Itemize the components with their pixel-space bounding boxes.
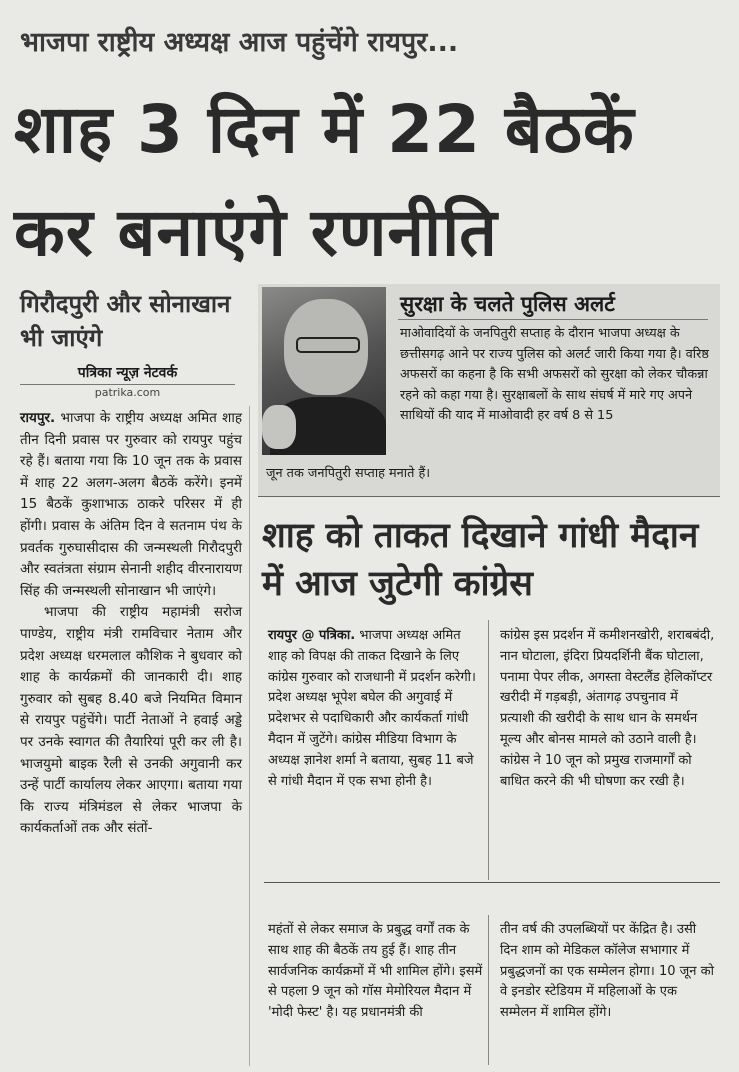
left-article-p1-text: भाजपा के राष्ट्रीय अध्यक्ष अमित शाह तीन दिनी प्रवास पर गुरुवार को रायपुर पहुंच रहे हैं। बताया गया कि 10 जून तक के प्रवास में शाह 22 अलग-अलग बैठकें करेंगे। इनमें 15 बैठकें कुशाभाऊ ठाकरे परिसर में ही होंगी। प्रवास के अंतिम दिन वे सतनाम पंथ के प्रवर्तक गुरुघासीदास की जन्मस्थली गिरौदपुरी और स्वतंत्रता संग्राम सेनानी शहीद वीरनारायण सिंह की जन्मस्थली सोनाखान भी जाएंगे। <box>20 410 242 599</box>
congress-col-1-text: भाजपा अध्यक्ष अमित शाह को विपक्ष की ताकत दिखाने के लिए कांग्रेस गुरुवार को राजधानी में प्रदर्शन करेगी। प्रदेश अध्यक्ष भूपेश बघेल की अगुवाई में प्रदेशभर से पदाधिकारी और कार्यकर्ता गांधी मैदान में जुटेंगे। कांग्रेस मीडिया विभाग के अध्यक्ष ज्ञानेश शर्मा ने बताया, सुबह 11 बजे से गांधी मैदान में एक सभा होनी है। <box>268 628 476 789</box>
section-rule <box>264 882 720 883</box>
column-divider <box>488 620 489 880</box>
subhead: गिरौदपुरी और सोनाखान भी जाएंगे <box>20 290 231 352</box>
continuation-col-1: महंतों से लेकर समाज के प्रबुद्ध वर्गों तक के साथ शाह की बैठकें तय हुई हैं। शाह तीन सार्वजनिक कार्यक्रमों में भी शामिल होंगे। इसमें से पहला 9 जून को गॉस मेमोरियल मैदान में 'मोदी फेस्ट' है। यह प्रधानमंत्री की <box>268 922 483 1021</box>
congress-col-1 <box>268 626 483 792</box>
congress-col-2: कांग्रेस इस प्रदर्शन में कमीशनखोरी, शराबबंदी, नान घोटाला, इंदिरा प्रियदर्शिनी बैंक घोटाला, पनामा पेपर लीक, अगस्ता वेस्टलैंड हेलिकॉप्टर खरीदी में गड़बड़ी, अंतागढ़ उपचुनाव में प्रत्याशी की खरीदी के साथ धान के समर्थन मूल्य और बोनस मामले को उठाने वाली है। कांग्रेस ने 10 जून को प्रमुख राजमार्गों को बाधित करने की भी घोषणा कर रखी है। <box>500 628 715 789</box>
photo-glasses <box>296 337 360 353</box>
congress-dateline: रायपुर @ पत्रिका. <box>268 628 356 643</box>
continuation-col-2: तीन वर्ष की उपलब्धियों पर केंद्रित है। उसी दिन शाम को मेडिकल कॉलेज सभागार में प्रबुद्धजनों का एक सम्मेलन होगा। 10 जून को वे इनडोर स्टेडियम में महिलाओं के एक सम्मेलन में शामिल होंगे। <box>500 922 715 1021</box>
kicker: भाजपा राष्ट्रीय अध्यक्ष आज पहुंचेंगे रायपुर... <box>20 27 459 58</box>
byline-url: patrika.com <box>94 386 161 399</box>
amit-shah-photo <box>262 287 386 455</box>
dateline: रायपुर. <box>20 410 56 426</box>
headline-line-2: कर बनाएंगे रणनीति <box>14 194 498 271</box>
alert-body: माओवादियों के जनपितुरी सप्ताह के दौरान भाजपा अध्यक्ष के छत्तीसगढ़ आने पर राज्य पुलिस को अलर्ट जारी किया गया है। वरिष्ठ अफसरों का कहना है कि सभी अफसरों को सुरक्षा को लेकर चौकन्ना रहने को कहा गया है। सुरक्षाबलों के साथ संघर्ष में मारे गए अपने साथियों की याद में माओवादी हर वर्ष 8 से 15 <box>400 326 709 423</box>
alert-title: सुरक्षा के चलते पुलिस अलर्ट <box>400 292 615 316</box>
column-divider <box>249 406 250 1066</box>
alert-title-rule <box>398 319 708 320</box>
photo-hand <box>262 405 296 449</box>
congress-headline: शाह को ताकत दिखाने गांधी मैदान में आज जुटेगी कांग्रेस <box>262 516 699 604</box>
column-divider <box>488 915 489 1065</box>
left-article-p2: भाजपा की राष्ट्रीय महामंत्री सरोज पाण्डेय, राष्ट्रीय मंत्री रामविचार नेताम और प्रदेश अध्यक्ष धरमलाल कौशिक ने बुधवार को शाह के कार्यक्रमों की जानकारी दी। शाह गुरुवार को सुबह 8.40 बजे नियमित विमान से रायपुर पहुंचेंगे। पार्टी नेताओं ने हवाई अड्डे पर उनके स्वागत की तैयारियां पूरी कर ली है। भाजयुमो बाइक रैली से उनकी अगुवानी कर उन्हें पार्टी कार्यालय लेकर आएगा। बताया गया कि राज्य मंत्रिमंडल से लेकर भाजपा के कार्यकर्ताओं तक और संतों- <box>20 604 242 837</box>
left-article <box>20 408 242 840</box>
byline: पत्रिका न्यूज़ नेटवर्क <box>20 363 235 385</box>
left-article-p1 <box>20 408 242 602</box>
alert-body-last-line: जून तक जनपितुरी सप्ताह मनाते हैं। <box>266 466 431 481</box>
headline-line-1: शाह 3 दिन में 22 बैठकें <box>14 91 635 168</box>
